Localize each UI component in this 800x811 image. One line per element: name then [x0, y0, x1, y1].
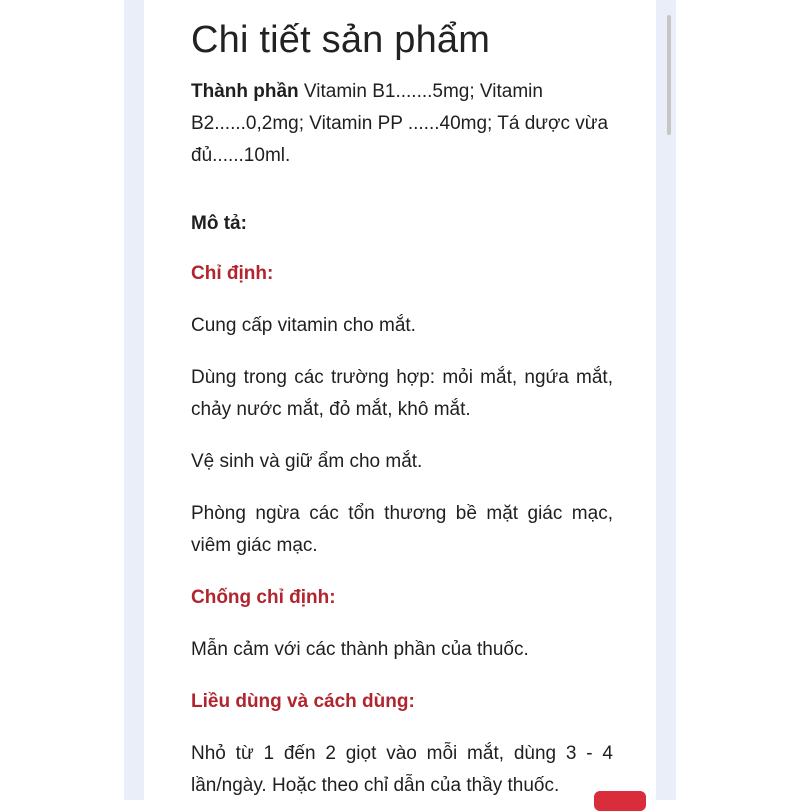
page-background-right — [656, 0, 676, 800]
indication-item: Vệ sinh và giữ ẩm cho mắt. — [191, 451, 423, 472]
floating-action-button[interactable] — [594, 791, 646, 811]
indication-item: Phòng ngừa các tổn thương bề mặt giác mạc, viêm giác mạc. — [191, 503, 613, 556]
indication-item: Dùng trong các trường hợp: mỏi mắt, ngứa mắt, chảy nước mắt, đỏ mắt, khô mắt. — [191, 367, 613, 420]
product-detail-content — [191, 18, 613, 800]
scrollbar-thumb[interactable] — [667, 15, 671, 135]
dosage-heading: Liều dùng và cách dùng: — [191, 691, 415, 712]
contraindications-text: Mẫn cảm với các thành phần của thuốc. — [191, 639, 529, 660]
dosage-text: Nhỏ từ 1 đến 2 giọt vào mỗi mắt, dùng 3 - 4 lần/ngày. Hoặc theo chỉ dẫn của thầy thuốc. — [191, 743, 613, 796]
page-background-left — [124, 0, 144, 800]
contraindications-heading: Chống chỉ định: — [191, 587, 336, 608]
page-title: Chi tiết sản phẩm — [191, 19, 491, 61]
indications-heading: Chỉ định: — [191, 263, 274, 284]
indication-item: Cung cấp vitamin cho mắt. — [191, 315, 416, 336]
ingredients-text: Vitamin B1.......5mg; Vitamin B2......0,2mg; Vitamin PP ......40mg; Tá dược vừa đủ......10ml. — [191, 81, 609, 166]
ingredients-paragraph — [191, 76, 613, 172]
ingredients-label: Thành phần — [191, 81, 299, 102]
product-detail-card — [144, 0, 656, 800]
description-label: Mô tả: — [191, 213, 247, 234]
